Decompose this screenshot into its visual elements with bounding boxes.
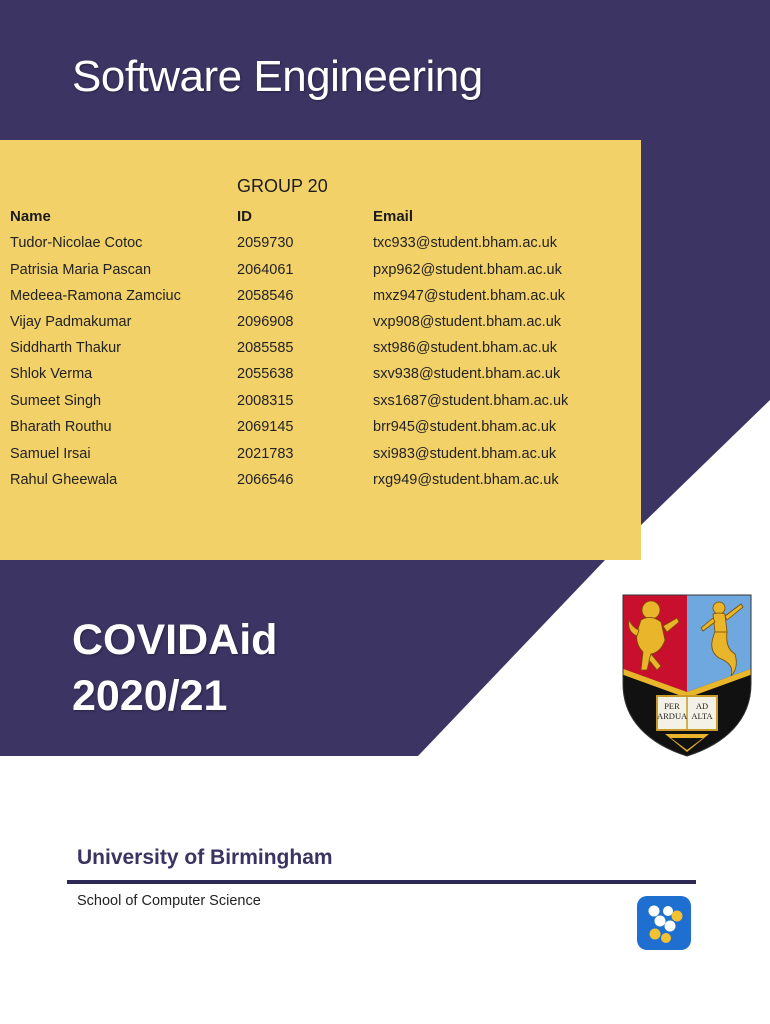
crest-motto-right: AD ALTA (691, 701, 713, 721)
divider (67, 880, 696, 884)
member-id: 2058546 (237, 288, 294, 304)
crest-motto-left: PER ARDUA (657, 701, 687, 721)
member-id: 2055638 (237, 366, 294, 382)
member-id: 2059730 (237, 235, 294, 251)
member-email: brr945@student.bham.ac.uk (373, 419, 557, 435)
member-row (0, 288, 641, 312)
page-title: Software Engineering (72, 52, 483, 101)
member-name: Sumeet Singh (10, 393, 102, 409)
member-email: txc933@student.bham.ac.uk (373, 235, 557, 251)
member-name: Medeea-Ramona Zamciuc (10, 288, 181, 304)
university-crest-icon (621, 592, 753, 758)
column-header-id: ID (237, 208, 252, 225)
member-id: 2096908 (237, 314, 294, 330)
member-id: 2008315 (237, 393, 294, 409)
member-email: sxv938@student.bham.ac.uk (373, 366, 561, 382)
member-row (0, 366, 641, 390)
member-name: Bharath Routhu (10, 419, 112, 435)
member-email: sxi983@student.bham.ac.uk (373, 446, 557, 462)
member-name: Patrisia Maria Pascan (10, 262, 152, 278)
university-name: University of Birmingham (77, 846, 333, 869)
project-year: 2020/21 (72, 672, 228, 720)
member-email: vxp908@student.bham.ac.uk (373, 314, 562, 330)
member-email: rxg949@student.bham.ac.uk (373, 472, 559, 488)
member-name: Vijay Padmakumar (10, 314, 132, 330)
column-header-email: Email (373, 208, 414, 225)
member-email: pxp962@student.bham.ac.uk (373, 262, 562, 278)
project-name: COVIDAid (72, 616, 278, 664)
member-email: mxz947@student.bham.ac.uk (373, 288, 566, 304)
member-name: Samuel Irsai (10, 446, 91, 462)
member-id: 2066546 (237, 472, 294, 488)
member-row (0, 340, 641, 364)
member-id: 2069145 (237, 419, 294, 435)
member-id: 2085585 (237, 340, 294, 356)
member-name: Tudor-Nicolae Cotoc (10, 235, 143, 251)
member-row (0, 393, 641, 417)
member-id: 2021783 (237, 446, 294, 462)
member-row (0, 472, 641, 496)
member-name: Siddharth Thakur (10, 340, 121, 356)
member-id: 2064061 (237, 262, 294, 278)
member-name: Rahul Gheewala (10, 472, 118, 488)
member-email: sxt986@student.bham.ac.uk (373, 340, 557, 356)
school-name: School of Computer Science (77, 893, 261, 909)
member-email: sxs1687@student.bham.ac.uk (373, 393, 569, 409)
member-row (0, 262, 641, 286)
column-header-name: Name (10, 208, 51, 225)
member-row (0, 419, 641, 443)
member-row (0, 235, 641, 259)
member-name: Shlok Verma (10, 366, 93, 382)
member-row (0, 446, 641, 470)
project-title (72, 612, 277, 724)
school-logo-icon (637, 896, 691, 950)
group-label: GROUP 20 (237, 176, 328, 196)
member-row (0, 314, 641, 338)
